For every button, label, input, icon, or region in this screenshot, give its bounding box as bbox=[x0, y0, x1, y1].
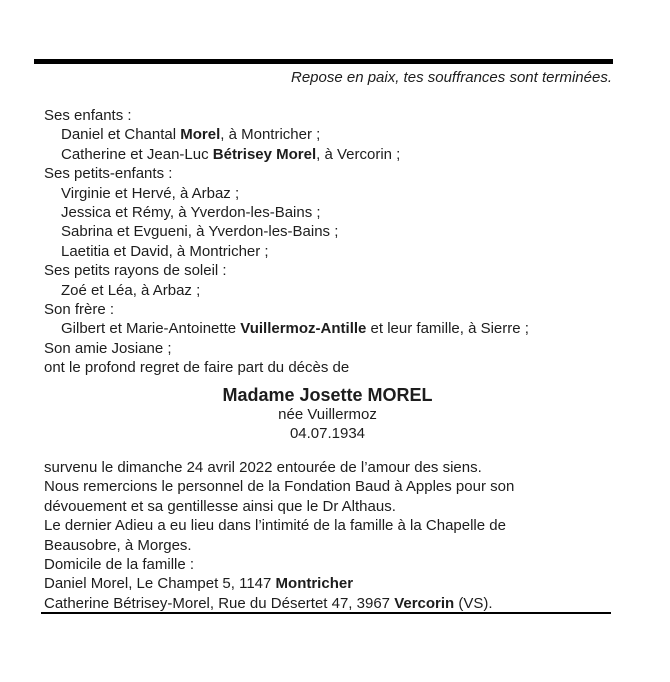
text-segment: Sabrina et Evgueni, à Yverdon-les-Bains ; bbox=[61, 223, 339, 241]
detail-line bbox=[44, 477, 614, 496]
emphasized-name: Montricher bbox=[275, 575, 354, 593]
emphasized-name: Morel bbox=[180, 126, 221, 144]
detail-line bbox=[44, 516, 614, 535]
text-segment: Beausobre, à Morges. bbox=[44, 536, 192, 554]
text-segment: Catherine et Jean-Luc bbox=[61, 145, 213, 163]
emphasized-name: Vercorin bbox=[394, 594, 455, 612]
detail-line bbox=[44, 458, 614, 477]
detail-line bbox=[44, 536, 614, 555]
text-segment: Jessica et Rémy, à Yverdon-les-Bains ; bbox=[61, 204, 321, 222]
text-segment: Daniel Morel, Le Champet 5, 1147 bbox=[44, 575, 276, 593]
announcement-line bbox=[44, 106, 614, 125]
announcement-line bbox=[44, 339, 614, 358]
text-segment: ont le profond regret de faire part du décès de bbox=[44, 359, 350, 377]
announcement-line bbox=[44, 261, 614, 280]
bottom-rule bbox=[41, 612, 611, 614]
text-segment: Le dernier Adieu a eu lieu dans l’intimité de la famille à la Chapelle de bbox=[44, 517, 506, 535]
announcement-line bbox=[44, 319, 614, 338]
announcement-line bbox=[44, 203, 614, 222]
text-segment: Domicile de la famille : bbox=[44, 556, 195, 574]
epitaph-quote: Repose en paix, tes souffrances sont terminées. bbox=[290, 69, 612, 86]
text-segment: dévouement et sa gentillesse ainsi que le Dr Althaus. bbox=[44, 497, 396, 515]
text-segment: Son frère : bbox=[44, 301, 115, 319]
detail-line bbox=[44, 497, 614, 516]
announcement-line bbox=[44, 145, 614, 164]
detail-line bbox=[44, 574, 614, 593]
text-segment: , à Vercorin ; bbox=[316, 145, 401, 163]
announcement-line bbox=[44, 300, 614, 319]
text-segment: Catherine Bétrisey-Morel, Rue du Désertet 47, 3967 bbox=[44, 594, 395, 612]
announcement-line bbox=[44, 281, 614, 300]
text-segment: Virginie et Hervé, à Arbaz ; bbox=[61, 184, 240, 202]
announcement-line bbox=[44, 358, 614, 377]
deceased-header bbox=[42, 385, 613, 444]
text-segment: et leur famille, à Sierre ; bbox=[366, 320, 529, 338]
announcement-line bbox=[44, 164, 614, 183]
text-segment: survenu le dimanche 24 avril 2022 entourée de l’amour des siens. bbox=[44, 459, 482, 476]
announcement-line bbox=[44, 125, 614, 144]
text-segment: Zoé et Léa, à Arbaz ; bbox=[61, 281, 201, 299]
text-segment: Ses petits-enfants : bbox=[44, 165, 173, 183]
birth-date: 04.07.1934 bbox=[289, 425, 366, 443]
text-segment: Laetitia et David, à Montricher ; bbox=[61, 242, 269, 260]
death-details bbox=[44, 458, 614, 613]
announcement-line bbox=[44, 222, 614, 241]
emphasized-name: Bétrisey Morel bbox=[212, 145, 317, 163]
emphasized-name: Vuillermoz-Antille bbox=[240, 320, 367, 338]
text-segment: , à Montricher ; bbox=[220, 126, 321, 144]
text-segment: Ses petits rayons de soleil : bbox=[44, 262, 227, 280]
text-segment: Ses enfants : bbox=[44, 107, 132, 124]
text-segment: Son amie Josiane ; bbox=[44, 339, 172, 357]
text-segment: Daniel et Chantal bbox=[61, 126, 181, 144]
top-rule bbox=[34, 59, 613, 64]
deceased-name: Madame Josette MOREL bbox=[222, 385, 433, 405]
announcement-line bbox=[44, 184, 614, 203]
detail-line bbox=[44, 594, 614, 613]
text-segment: (VS). bbox=[454, 594, 493, 612]
text-segment: Nous remercions le personnel de la Fondation Baud à Apples pour son bbox=[44, 478, 515, 496]
maiden-name: née Vuillermoz bbox=[278, 406, 377, 423]
announcement-line bbox=[44, 242, 614, 261]
text-segment: Gilbert et Marie-Antoinette bbox=[61, 320, 241, 338]
detail-line bbox=[44, 555, 614, 574]
family-announcement bbox=[44, 106, 614, 378]
